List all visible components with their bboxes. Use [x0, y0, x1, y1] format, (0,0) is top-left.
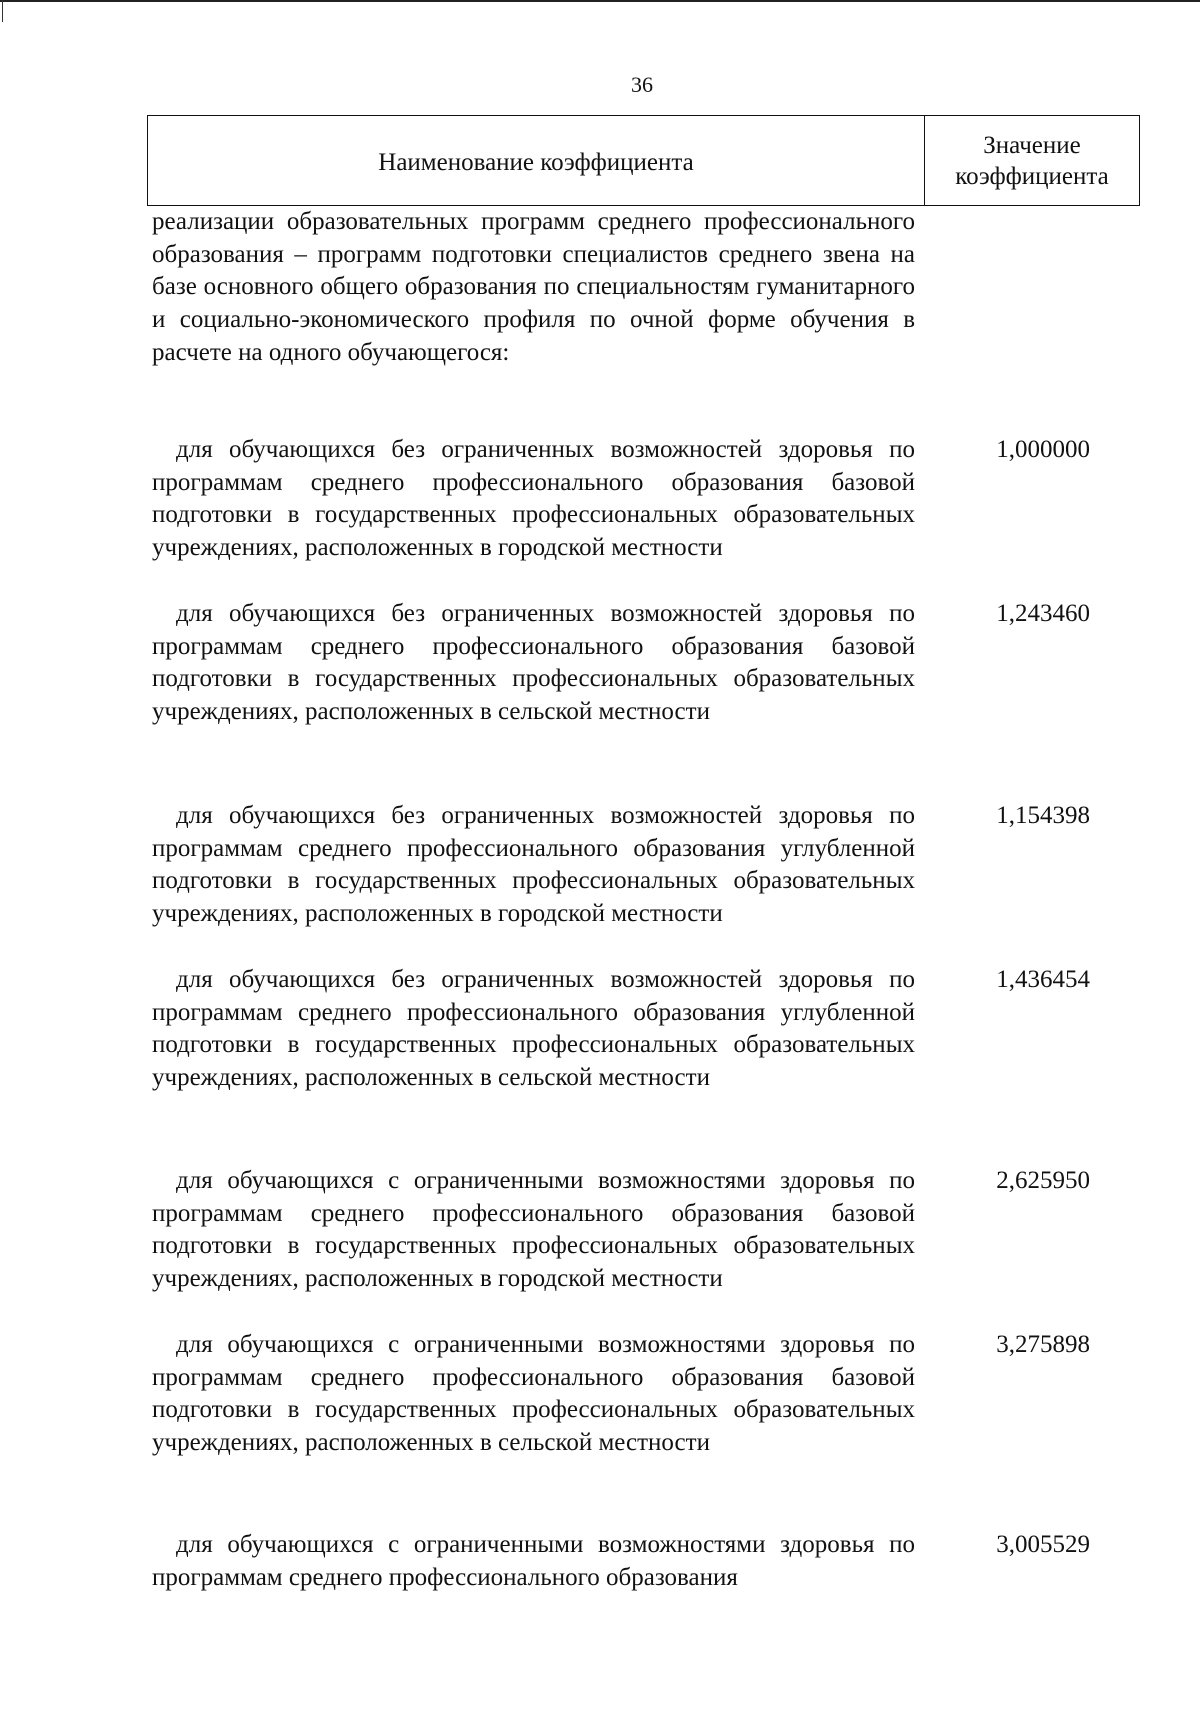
table-row — [152, 800, 915, 931]
top-border-line — [0, 0, 1200, 2]
left-margin-mark — [2, 0, 3, 22]
row-description: для обучающихся без ограниченных возможностей здоровья по программам среднего профессионального образования базовой подготовки в государственных профессиональных образовательных учреждениях, расположенных в сельской местности — [152, 600, 915, 726]
intro-text-block — [152, 206, 915, 370]
row-description: для обучающихся с ограниченными возможностями здоровья по программам среднего профессионального образования — [152, 1531, 915, 1591]
row-description: для обучающихся с ограниченными возможностями здоровья по программам среднего профессионального образования базовой подготовки в государственных профессиональных образовательных учреждениях, расположенных в сельской местности — [152, 1331, 915, 1457]
row-value: 3,005529 — [996, 1531, 1090, 1558]
row-value: 1,436454 — [996, 966, 1090, 993]
row-value: 1,000000 — [996, 436, 1090, 463]
table-row — [152, 1165, 915, 1296]
header-value-line2: коэффициента — [955, 162, 1109, 190]
row-description: для обучающихся без ограниченных возможностей здоровья по программам среднего профессионального образования базовой подготовки в государственных профессиональных образовательных учреждениях, расположенных в городской местности — [152, 436, 915, 562]
row-value: 1,243460 — [996, 600, 1090, 627]
table-row — [152, 1329, 915, 1460]
row-value: 1,154398 — [996, 802, 1090, 829]
header-name-column: Наименование коэффициента — [148, 116, 925, 205]
header-value-column — [925, 116, 1139, 205]
table-row — [152, 1529, 915, 1594]
table-row — [152, 598, 915, 729]
row-value: 3,275898 — [996, 1331, 1090, 1358]
row-description: для обучающихся без ограниченных возможностей здоровья по программам среднего профессионального образования углубленной подготовки в государственных профессиональных образовательных учреждениях, расположенных в сельской местности — [152, 966, 915, 1092]
row-value: 2,625950 — [996, 1167, 1090, 1194]
row-description: для обучающихся с ограниченными возможностями здоровья по программам среднего профессионального образования базовой подготовки в государственных профессиональных образовательных учреждениях, расположенных в городской местности — [152, 1167, 915, 1293]
page-number: 36 — [631, 72, 653, 97]
table-header — [147, 115, 1140, 206]
table-row — [152, 964, 915, 1095]
table-row — [152, 434, 915, 565]
intro-text: реализации образовательных программ среднего профессионального образования – программ подготовки специалистов среднего звена на базе основного общего образования по специальностям гуманитарного и социально-экономического профиля по очной форме обучения в расчете на одного обучающегося: — [152, 208, 915, 366]
header-value-line1: Значение — [983, 131, 1081, 159]
row-description: для обучающихся без ограниченных возможностей здоровья по программам среднего профессионального образования углубленной подготовки в государственных профессиональных образовательных учреждениях, расположенных в городской местности — [152, 802, 915, 928]
